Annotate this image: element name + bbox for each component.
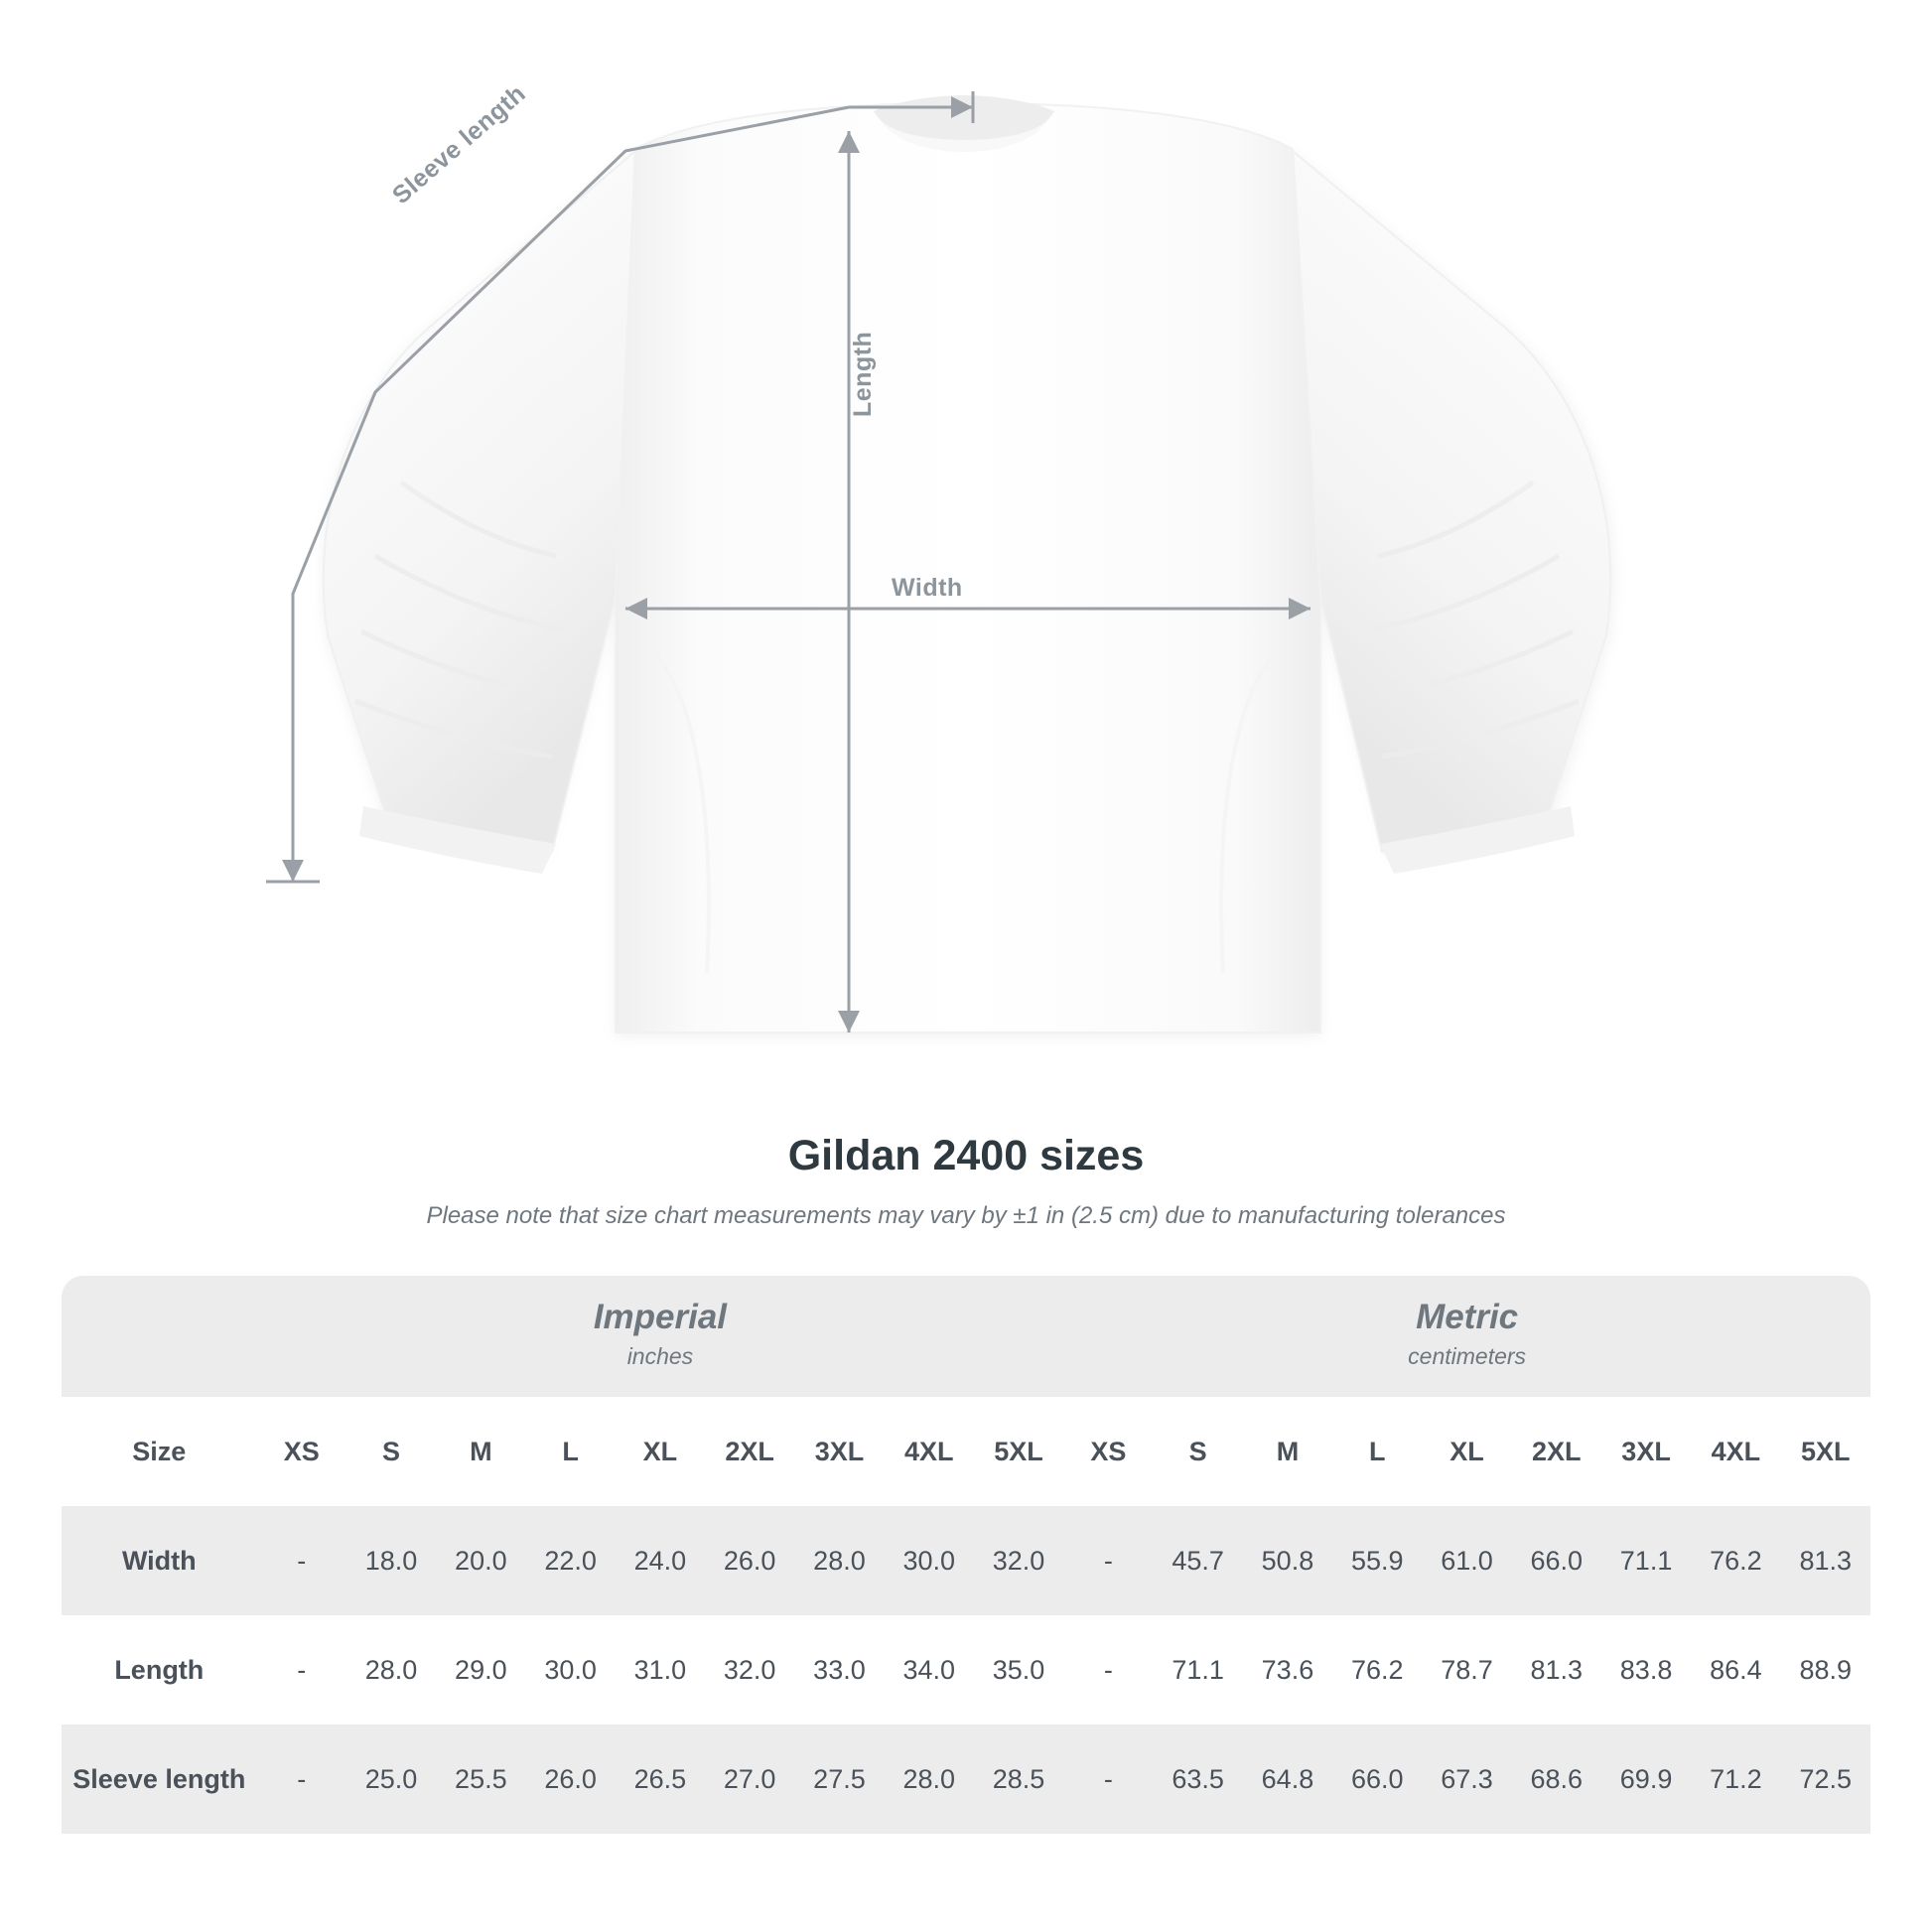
row-label-width: Width [62, 1506, 257, 1615]
page-title: Gildan 2400 sizes [787, 1132, 1145, 1179]
cell-sleeve-imperial-5xl: 28.5 [974, 1725, 1063, 1834]
cell-length-imperial-5xl: 35.0 [974, 1615, 1063, 1725]
cell-length-imperial-4xl: 34.0 [885, 1615, 974, 1725]
left-sleeve [324, 151, 635, 852]
size-header-imperial-4xl: 4XL [885, 1397, 974, 1506]
row-label-sleeve-length: Sleeve length [62, 1725, 257, 1834]
table-row [62, 1506, 1870, 1615]
unit-header-row [62, 1276, 1870, 1397]
cell-sleeve-metric-m: 64.8 [1243, 1725, 1332, 1834]
cell-sleeve-imperial-xs: - [257, 1725, 346, 1834]
size-header-metric-2xl: 2XL [1512, 1397, 1601, 1506]
cell-length-imperial-xs: - [257, 1615, 346, 1725]
cell-sleeve-imperial-xl: 26.5 [616, 1725, 705, 1834]
cell-length-metric-m: 73.6 [1243, 1615, 1332, 1725]
right-sleeve [1293, 151, 1610, 852]
size-header-imperial-m: M [436, 1397, 525, 1506]
size-header-metric-3xl: 3XL [1601, 1397, 1691, 1506]
cell-length-imperial-xl: 31.0 [616, 1615, 705, 1725]
cell-length-metric-s: 71.1 [1154, 1615, 1243, 1725]
cell-width-metric-3xl: 71.1 [1601, 1506, 1691, 1615]
cell-sleeve-imperial-3xl: 27.5 [794, 1725, 884, 1834]
size-header-metric-l: L [1332, 1397, 1422, 1506]
cell-width-imperial-xl: 24.0 [616, 1506, 705, 1615]
cell-sleeve-metric-5xl: 72.5 [1780, 1725, 1870, 1834]
cell-width-imperial-3xl: 28.0 [794, 1506, 884, 1615]
size-header-imperial-l: L [525, 1397, 615, 1506]
cell-width-metric-l: 55.9 [1332, 1506, 1422, 1615]
unit-group-metric-sub: centimeters [1408, 1342, 1527, 1369]
cell-width-metric-5xl: 81.3 [1780, 1506, 1870, 1615]
cell-width-metric-xs: - [1063, 1506, 1153, 1615]
cell-width-imperial-2xl: 26.0 [705, 1506, 794, 1615]
cell-width-metric-xl: 61.0 [1422, 1506, 1511, 1615]
size-header-imperial-xl: XL [616, 1397, 705, 1506]
size-header-imperial-3xl: 3XL [794, 1397, 884, 1506]
cell-sleeve-metric-l: 66.0 [1332, 1725, 1422, 1834]
cell-sleeve-imperial-l: 26.0 [525, 1725, 615, 1834]
size-header-metric-xs: XS [1063, 1397, 1153, 1506]
cell-length-imperial-m: 29.0 [436, 1615, 525, 1725]
size-header-row [62, 1397, 1870, 1506]
cell-width-imperial-5xl: 32.0 [974, 1506, 1063, 1615]
cell-length-imperial-2xl: 32.0 [705, 1615, 794, 1725]
size-header-metric-xl: XL [1422, 1397, 1511, 1506]
cell-length-imperial-3xl: 33.0 [794, 1615, 884, 1725]
size-header-metric-4xl: 4XL [1691, 1397, 1780, 1506]
cell-width-imperial-4xl: 30.0 [885, 1506, 974, 1615]
size-table-wrapper [62, 1276, 1870, 1834]
cell-length-imperial-s: 28.0 [346, 1615, 436, 1725]
page-subtitle: Please note that size chart measurements may vary by ±1 in (2.5 cm) due to manufacturing tolerances [426, 1202, 1506, 1229]
cell-width-metric-s: 45.7 [1154, 1506, 1243, 1615]
cell-length-metric-xs: - [1063, 1615, 1153, 1725]
cell-width-metric-4xl: 76.2 [1691, 1506, 1780, 1615]
cell-sleeve-metric-2xl: 68.6 [1512, 1725, 1601, 1834]
cell-sleeve-imperial-4xl: 28.0 [885, 1725, 974, 1834]
sleeve-dimension-label: Sleeve length [387, 78, 531, 210]
unit-group-imperial-sub: inches [626, 1342, 694, 1369]
cell-length-metric-3xl: 83.8 [1601, 1615, 1691, 1725]
size-header-metric-5xl: 5XL [1780, 1397, 1870, 1506]
table-row [62, 1615, 1870, 1725]
unit-header-spacer [62, 1276, 257, 1397]
cell-sleeve-metric-3xl: 69.9 [1601, 1725, 1691, 1834]
cell-sleeve-metric-4xl: 71.2 [1691, 1725, 1780, 1834]
size-header-imperial-s: S [346, 1397, 436, 1506]
cell-sleeve-metric-xs: - [1063, 1725, 1153, 1834]
cell-width-imperial-s: 18.0 [346, 1506, 436, 1615]
cell-length-metric-2xl: 81.3 [1512, 1615, 1601, 1725]
title-block [0, 1132, 1932, 1230]
size-header-metric-s: S [1154, 1397, 1243, 1506]
cell-length-metric-4xl: 86.4 [1691, 1615, 1780, 1725]
size-table [62, 1276, 1870, 1834]
cell-sleeve-imperial-s: 25.0 [346, 1725, 436, 1834]
cell-width-metric-2xl: 66.0 [1512, 1506, 1601, 1615]
width-dimension-label: Width [892, 574, 963, 602]
cell-width-imperial-l: 22.0 [525, 1506, 615, 1615]
row-label-length: Length [62, 1615, 257, 1725]
shirt-body [616, 103, 1320, 1033]
cell-sleeve-imperial-m: 25.5 [436, 1725, 525, 1834]
unit-group-metric [1063, 1276, 1870, 1397]
cell-width-metric-m: 50.8 [1243, 1506, 1332, 1615]
cell-length-metric-5xl: 88.9 [1780, 1615, 1870, 1725]
cell-sleeve-imperial-2xl: 27.0 [705, 1725, 794, 1834]
size-header-imperial-5xl: 5XL [974, 1397, 1063, 1506]
unit-group-metric-name: Metric [1416, 1298, 1519, 1337]
unit-group-imperial-name: Imperial [593, 1298, 728, 1337]
unit-group-imperial [257, 1276, 1064, 1397]
cell-sleeve-metric-xl: 67.3 [1422, 1725, 1511, 1834]
cell-width-imperial-m: 20.0 [436, 1506, 525, 1615]
size-header-metric-m: M [1243, 1397, 1332, 1506]
cell-length-imperial-l: 30.0 [525, 1615, 615, 1725]
length-dimension-label: Length [849, 331, 877, 417]
table-row [62, 1725, 1870, 1834]
cell-length-metric-l: 76.2 [1332, 1615, 1422, 1725]
size-header-label: Size [62, 1397, 257, 1506]
size-header-imperial-xs: XS [257, 1397, 346, 1506]
size-header-imperial-2xl: 2XL [705, 1397, 794, 1506]
cell-sleeve-metric-s: 63.5 [1154, 1725, 1243, 1834]
cell-length-metric-xl: 78.7 [1422, 1615, 1511, 1725]
cell-width-imperial-xs: - [257, 1506, 346, 1615]
